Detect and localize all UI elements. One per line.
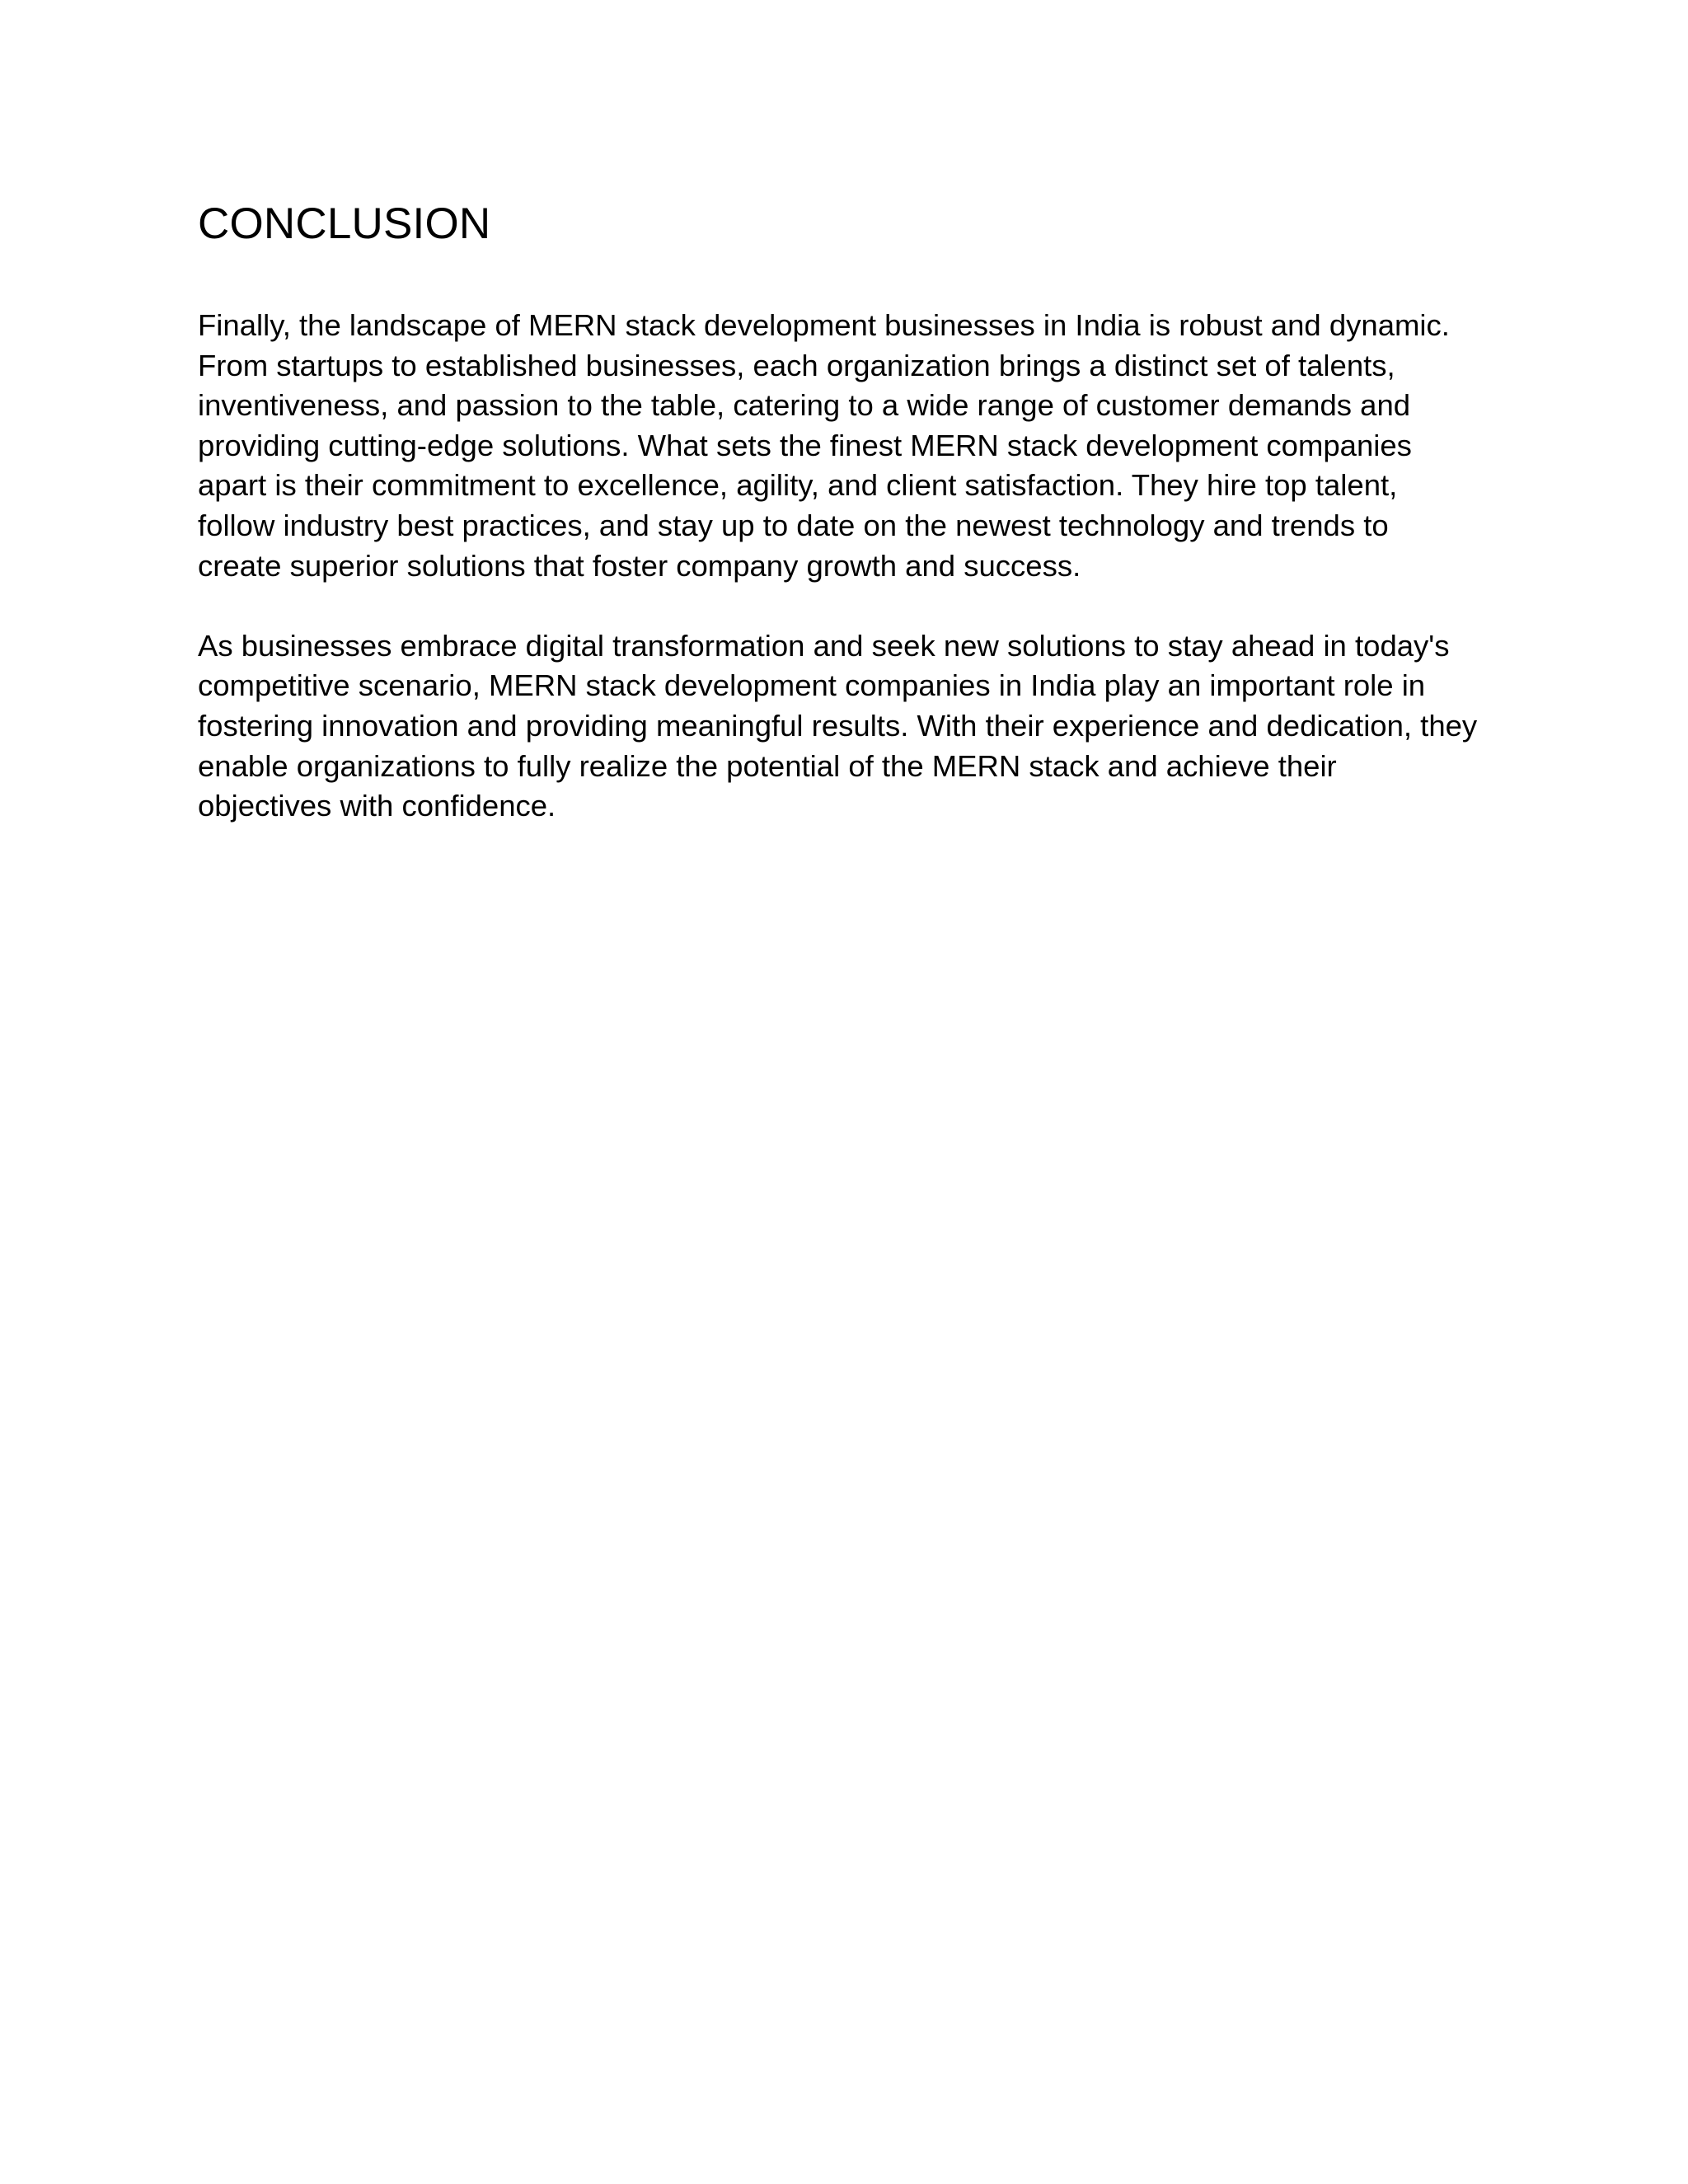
section-heading: CONCLUSION: [198, 199, 491, 248]
conclusion-paragraph-1: Finally, the landscape of MERN stack development businesses in India is robust and dynamic. From startups to established businesses, each organization brings a distinct set of talents, inventiveness, and passion to the table, catering to a wide range of customer demands and providing cutting-edge solutions. What sets the finest MERN stack development companies apart is their commitment to excellence, agility, and client satisfaction. They hire top talent, follow industry best practices, and stay up to date on the newest technology and trends to create superior solutions that foster company growth and success.: [198, 308, 1450, 583]
document-content: [198, 194, 1517, 827]
conclusion-paragraph-2: As businesses embrace digital transformation and seek new solutions to stay ahead in today's competitive scenario, MERN stack development companies in India play an important role in fostering innovation and providing meaningful results. With their experience and dedication, they enable organizations to fully realize the potential of the MERN stack and achieve their objectives with confidence.: [198, 628, 1478, 823]
